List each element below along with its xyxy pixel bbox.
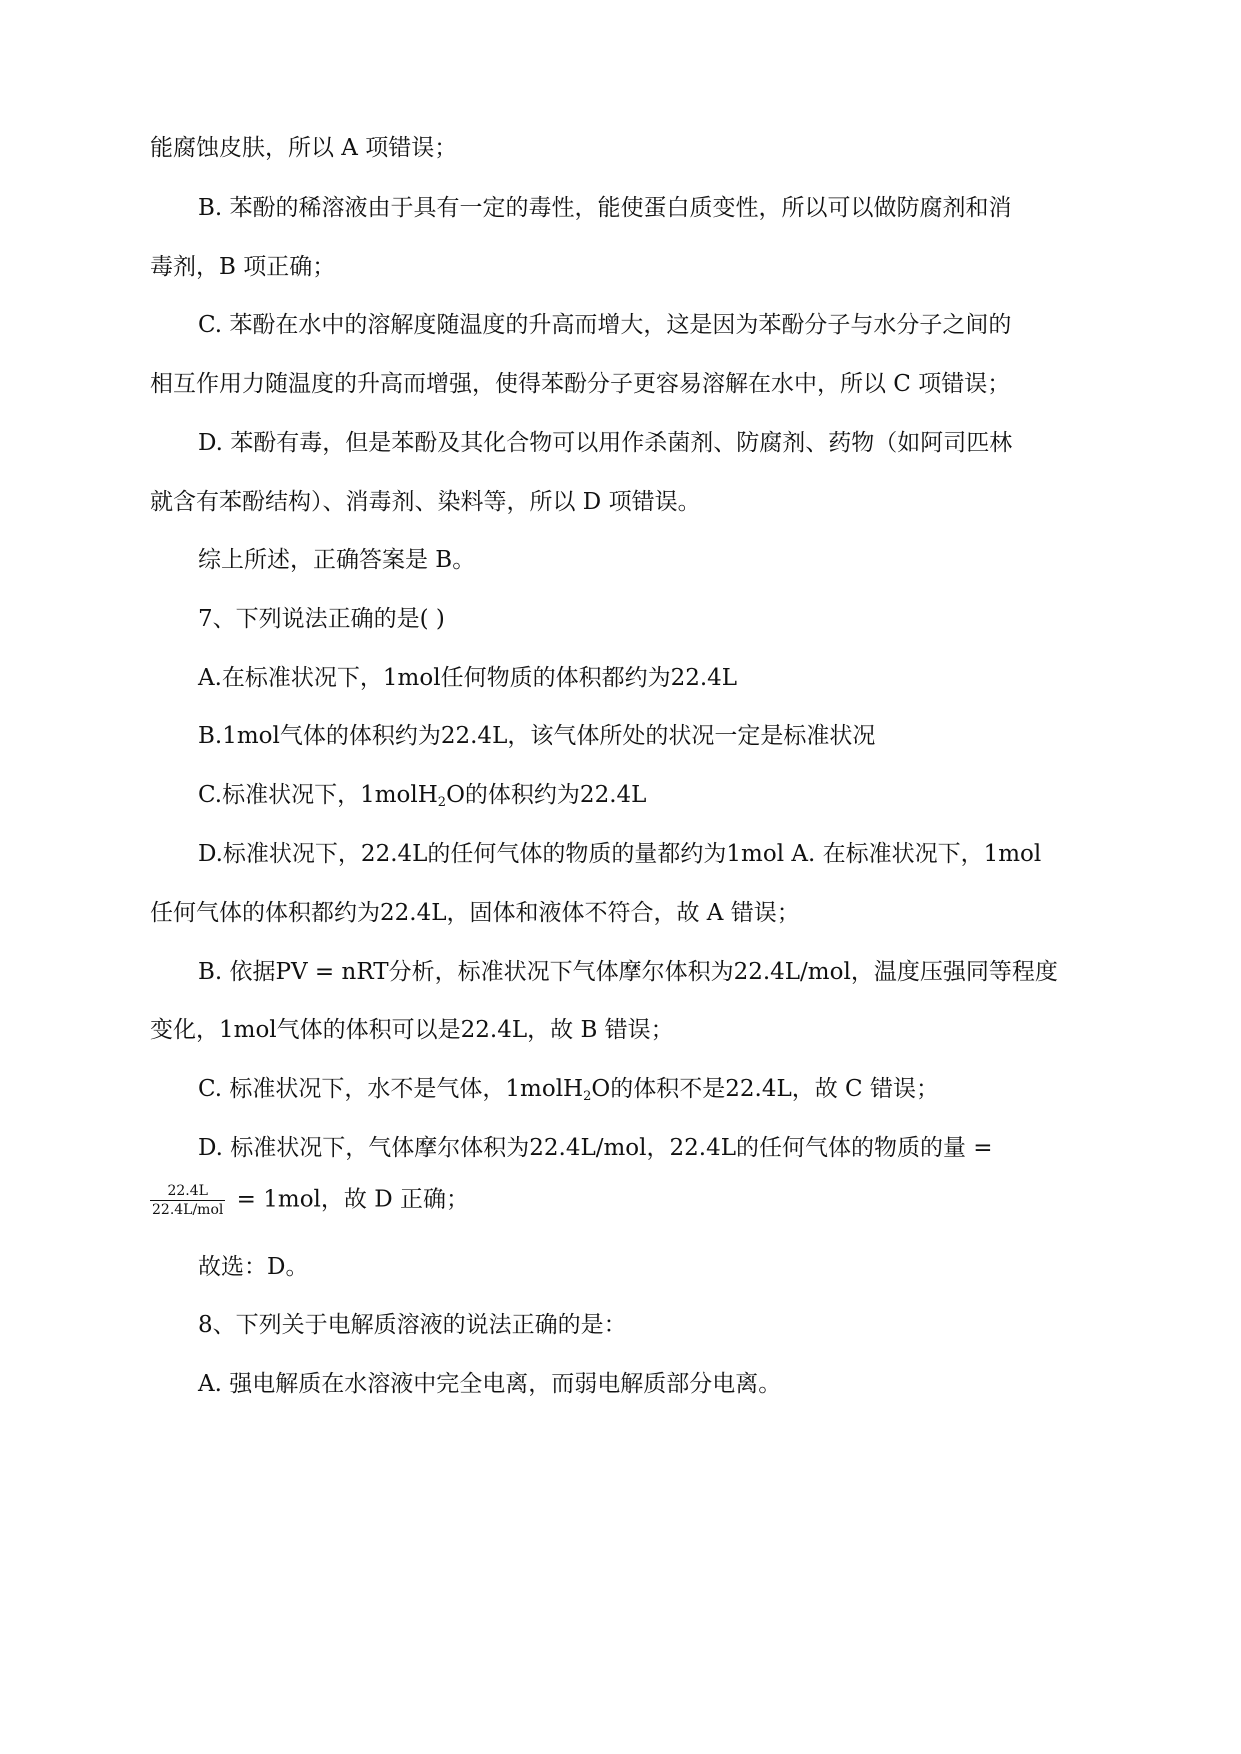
subscript: 2 [583,1089,592,1104]
fraction-denominator: 22.4L/mol [152,1202,224,1218]
text-run: O的体积不是22.4L，故 C 错误； [591,1076,939,1102]
subscript: 2 [437,795,447,810]
option-a: A. 强电解质在水溶液中完全电离，而弱电解质部分电离。 [198,1371,782,1397]
text-line: 变化，1mol气体的体积可以是22.4L，故 B 错误； [150,1017,674,1043]
text-line: D. 标准状况下，气体摩尔体积为22.4L/mol，22.4L的任何气体的物质的量 = [198,1135,993,1161]
fraction-numerator: 22.4L [150,1182,225,1201]
text-line: 就含有苯酚结构）、消毒剂、染料等，所以 D 项错误。 [150,489,701,515]
text-line: 故选：D。 [198,1254,309,1280]
fraction [150,1182,225,1219]
option-d: D.标准状况下，22.4L的任何气体的物质的量都约为1mol A. 在标准状况下，1mol [198,841,1042,867]
text-line: 任何气体的体积都约为22.4L，固体和液体不符合，故 A 错误； [150,900,800,926]
text-line: 综上所述，正确答案是 B。 [198,547,476,573]
text-line: D. 苯酚有毒，但是苯酚及其化合物可以用作杀菌剂、防腐剂、药物（如阿司匹林 [198,430,1013,456]
text-run: = 1mol，故 D 正确； [229,1186,469,1213]
text-line: 能腐蚀皮肤，所以 A 项错误； [150,135,458,161]
question-8-stem: 8、下列关于电解质溶液的说法正确的是： [198,1312,627,1338]
text-line: B. 苯酚的稀溶液由于具有一定的毒性，能使蛋白质变性，所以可以做防腐剂和消 [198,195,1012,221]
question-7-stem: 7、下列说法正确的是( ) [198,606,445,632]
fraction-line [150,1182,1091,1219]
option-b: B.1mol气体的体积约为22.4L，该气体所处的状况一定是标准状况 [198,723,876,749]
option-c [198,778,1091,812]
option-a: A.在标准状况下，1mol任何物质的体积都约为22.4L [198,665,738,691]
text-run: C. 标准状况下，水不是气体，1molH [198,1076,584,1102]
text-line: B. 依据PV = nRT分析，标准状况下气体摩尔体积为22.4L/mol，温度压强同等程度 [198,959,1058,985]
text-line: C. 苯酚在水中的溶解度随温度的升高而增大，这是因为苯酚分子与水分子之间的 [198,312,1012,338]
text-line [198,1072,1091,1106]
text-run: O的体积约为22.4L [446,782,647,808]
text-line: 毒剂，B 项正确； [150,254,336,280]
text-run: C.标准状况下，1molH [198,782,438,808]
text-line: 相互作用力随温度的升高而增强，使得苯酚分子更容易溶解在水中，所以 C 项错误； [150,371,1011,397]
